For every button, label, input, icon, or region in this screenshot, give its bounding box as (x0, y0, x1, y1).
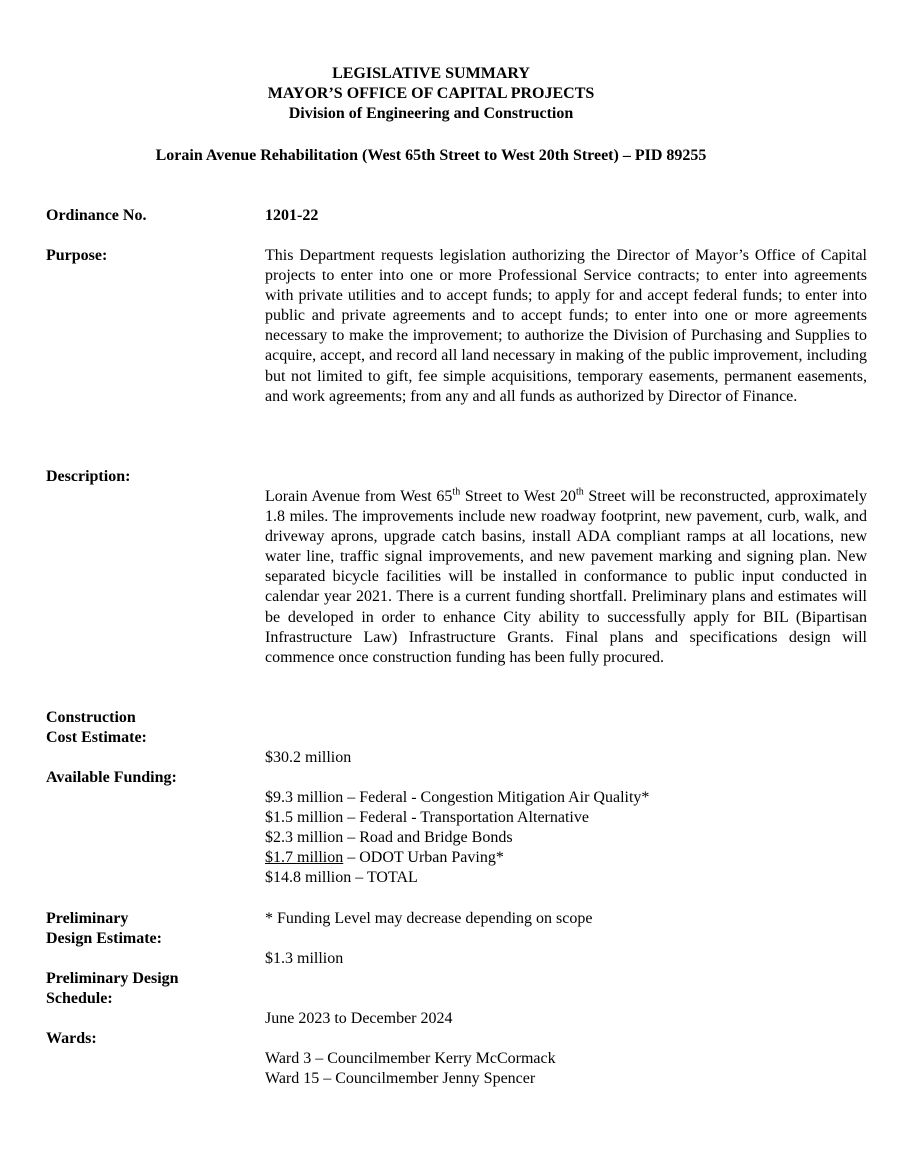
wards-label: Wards: (46, 1030, 97, 1047)
preliminary-design-estimate-value: $1.3 million (265, 950, 344, 967)
funding-item (265, 828, 867, 848)
funding-source: – TOTAL (351, 869, 418, 887)
preliminary-design-estimate-label-line1: Preliminary (46, 910, 129, 927)
preliminary-design-schedule-label-line2: Schedule: (46, 990, 113, 1007)
description-label: Description: (46, 468, 131, 485)
funding-item (265, 788, 867, 808)
project-title: Lorain Avenue Rehabilitation (West 65th Street to West 20th Street) – PID 89255 (155, 147, 707, 164)
preliminary-design-estimate-label (46, 909, 246, 949)
funding-amount: $14.8 million (265, 869, 352, 887)
funding-item (265, 848, 867, 868)
funding-item (265, 808, 867, 828)
description-body: Street will be reconstructed, approximately 1.8 miles. The improvements include new roadway footprint, new pavement, curb, walk, and driveway aprons, upgrade catch basins, install ADA compliant ramps at all locations, new water line, traffic signal improvements, and new pavement marking and signing plan. New separated bicycle facilities will be installed in conformance to public input conducted in calendar year 2021. There is a current funding shortfall. Preliminary plans and estimates will be developed in order to enhance City ability to successfully apply for BIL (Bipartisan Infrastructure Law) Infrastructure Grants. Final plans and specifications design will commence once construction funding has been fully procured. (265, 488, 867, 666)
funding-amount: $1.5 million (265, 809, 344, 827)
available-funding-label: Available Funding: (46, 769, 177, 786)
ordinance-label: Ordinance No. (46, 207, 147, 224)
header-title: LEGISLATIVE SUMMARY (332, 65, 530, 82)
description-sup-a: th (452, 486, 461, 498)
description-intro-a: Lorain Avenue from West 65 (265, 488, 453, 505)
funding-note: * Funding Level may decrease depending on scope (265, 910, 593, 927)
ordinance-number: 1201-22 (265, 207, 319, 224)
funding-source: – Federal - Transportation Alternative (343, 809, 589, 827)
funding-source: – ODOT Urban Paving* (343, 849, 504, 867)
funding-amount: $2.3 million (265, 829, 344, 847)
construction-cost-label (46, 708, 246, 748)
construction-cost-label-line1: Construction (46, 709, 136, 726)
preliminary-design-schedule-value: June 2023 to December 2024 (265, 1010, 453, 1027)
funding-list (265, 788, 867, 888)
purpose-label: Purpose: (46, 247, 108, 264)
funding-source: – Road and Bridge Bonds (343, 829, 513, 847)
construction-cost-value: $30.2 million (265, 749, 352, 766)
funding-source: – Federal - Congestion Mitigation Air Quality* (343, 789, 650, 806)
description-text (265, 487, 867, 668)
preliminary-design-estimate-label-line2: Design Estimate: (46, 930, 162, 947)
preliminary-design-schedule-label (46, 969, 246, 1009)
description-intro-b: Street to West 20 (460, 488, 576, 505)
ward-item: Ward 15 – Councilmember Jenny Spencer (265, 1070, 536, 1088)
header-office: MAYOR’S OFFICE OF CAPITAL PROJECTS (267, 85, 595, 102)
preliminary-design-schedule-label-line1: Preliminary Design (46, 970, 179, 987)
description-sup-b: th (575, 486, 584, 498)
funding-total (265, 868, 867, 888)
wards-list (265, 1049, 867, 1089)
ward-item: Ward 3 – Councilmember Kerry McCormack (265, 1050, 556, 1067)
construction-cost-label-line2: Cost Estimate: (46, 729, 147, 746)
funding-amount: $9.3 million (265, 789, 344, 806)
header-division: Division of Engineering and Construction (288, 105, 574, 122)
purpose-text: This Department requests legislation authorizing the Director of Mayor’s Office of Capital projects to enter into one or more Professional Service contracts; to enter into agreements with private utilities and to accept funds; to apply for and accept federal funds; to enter into public and private agreements and to accept funds; to enter into one or more agreements necessary to make the improvement; to authorize the Division of Purchasing and Supplies to acquire, accept, and record all land necessary in making of the public improvement, including but not limited to gift, fee simple acquisitions, temporary easements, permanent easements, and work agreements; from any and all funds as authorized by Director of Finance. (265, 247, 867, 405)
funding-amount: $1.7 million (265, 849, 344, 867)
document-header (0, 64, 862, 124)
